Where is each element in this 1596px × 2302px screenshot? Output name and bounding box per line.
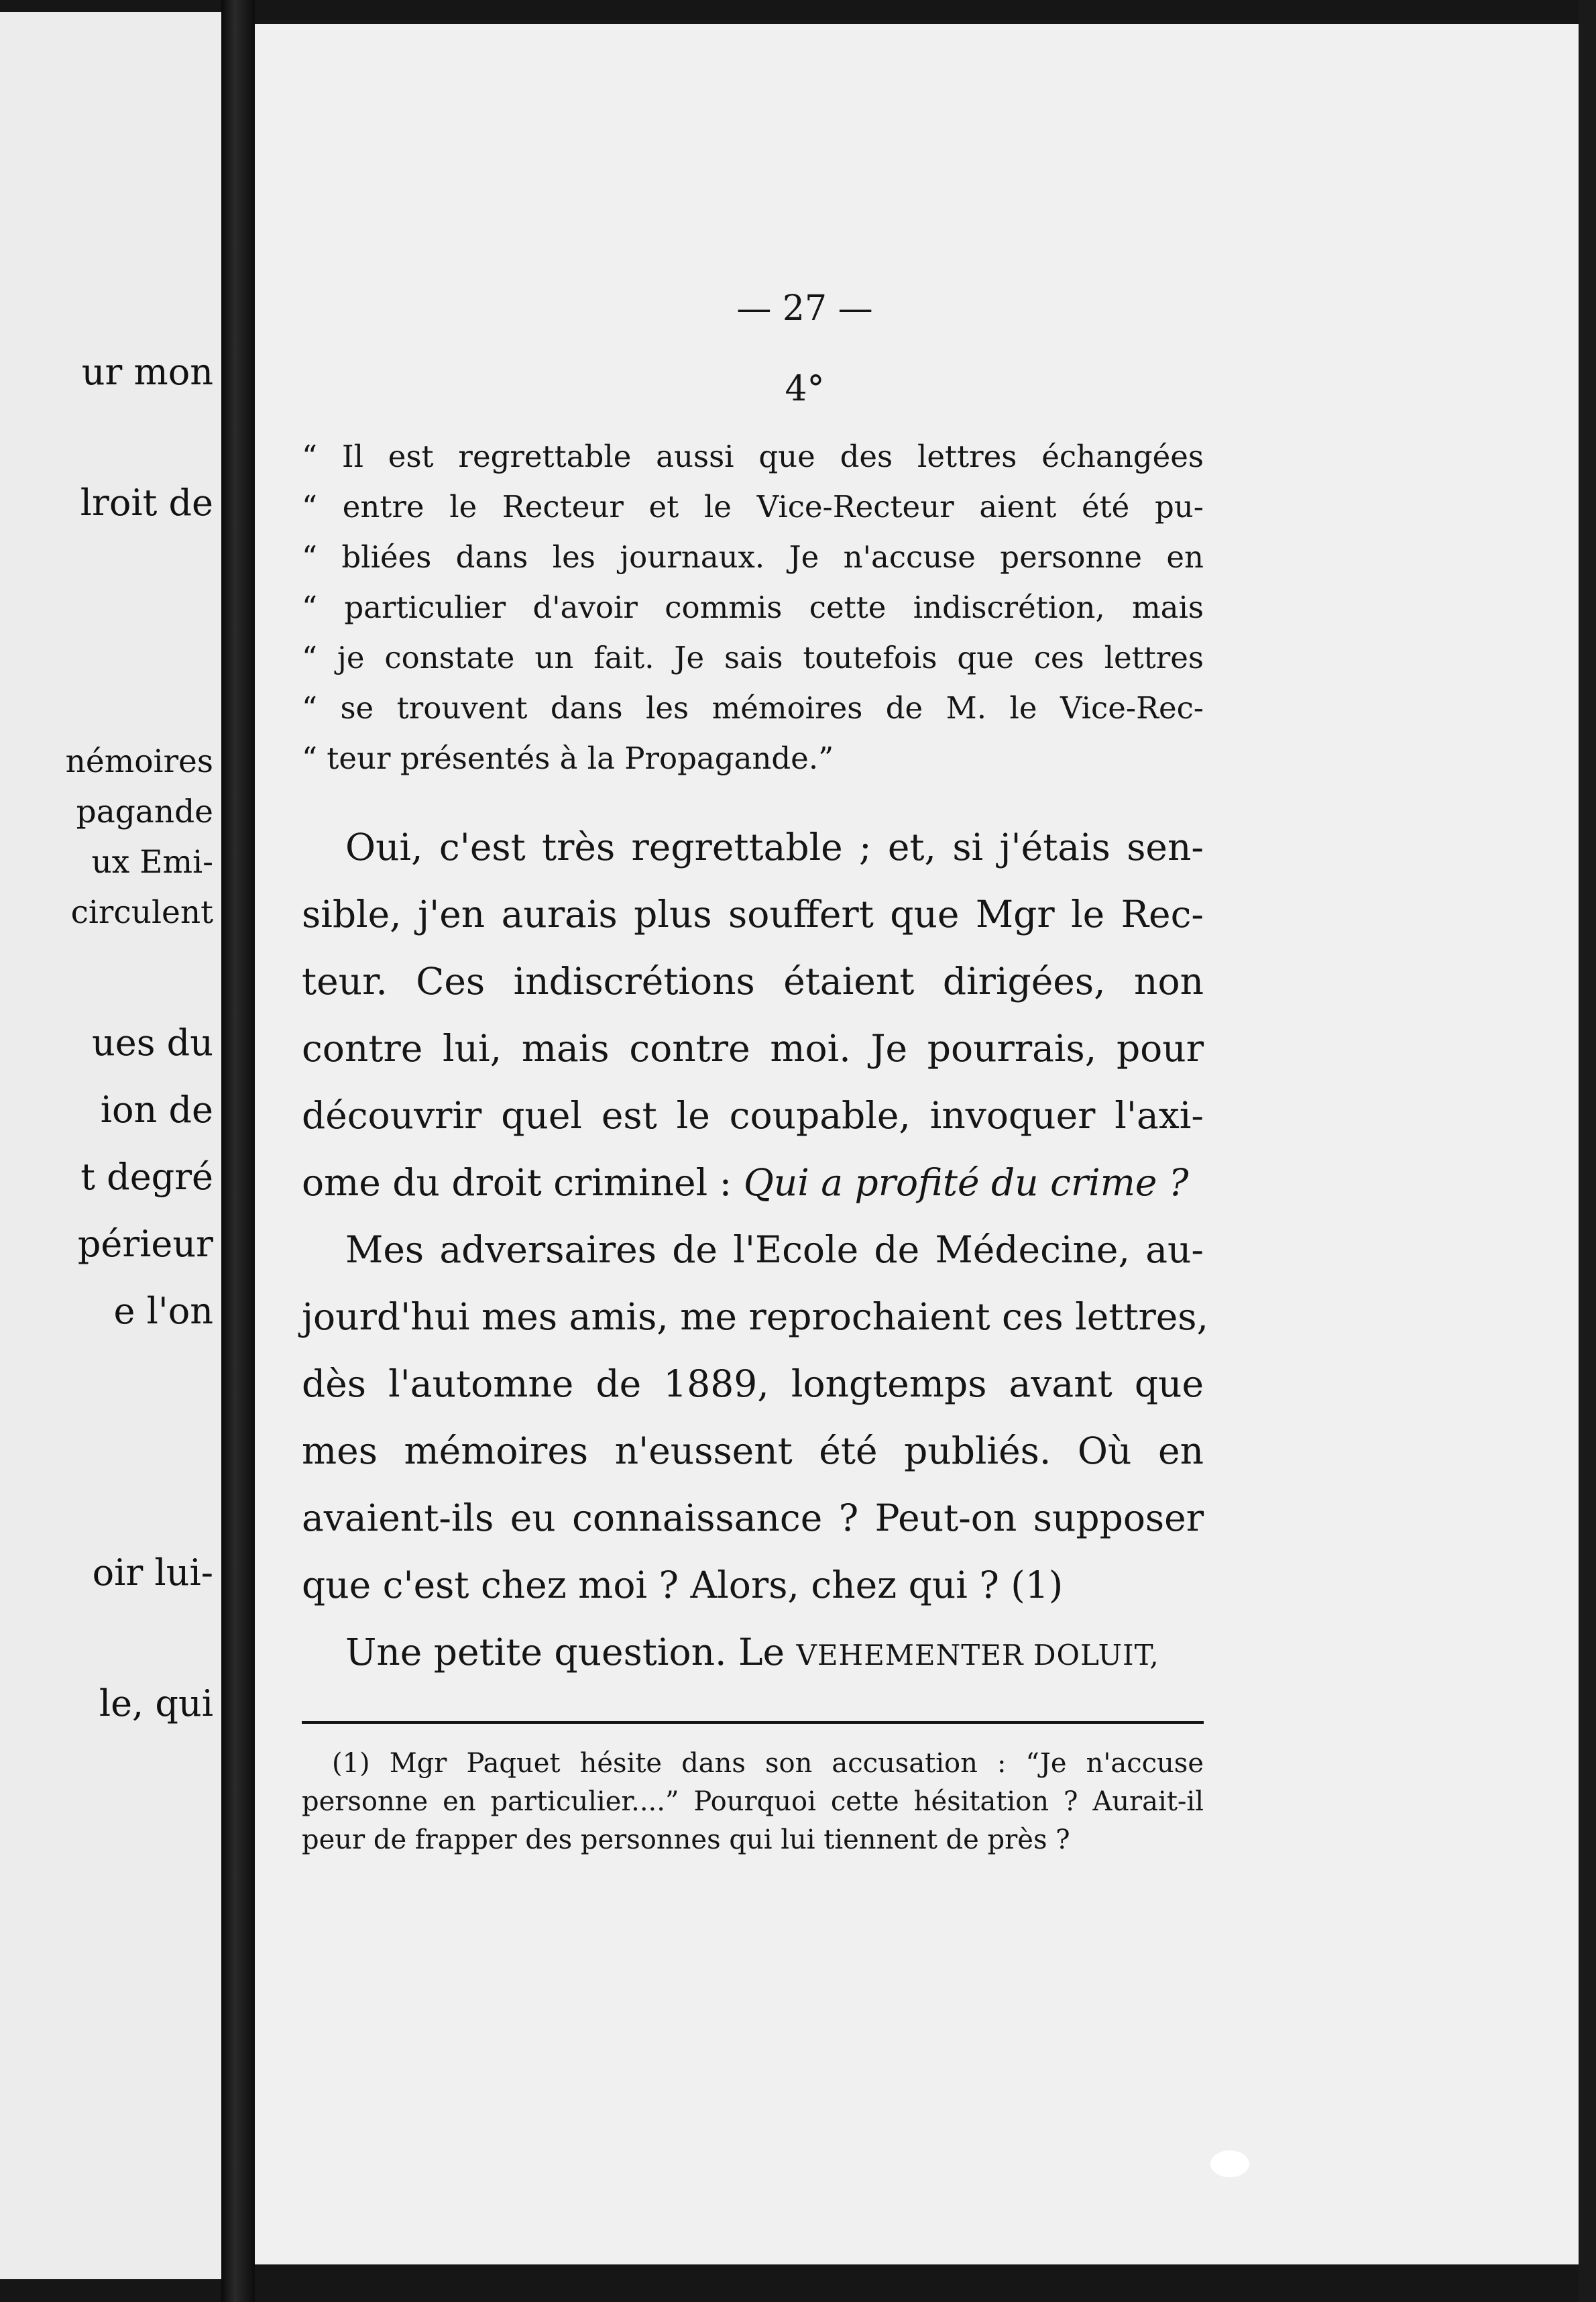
book-spine-shadow (221, 0, 255, 2302)
footnote-line: personne en particulier....” Pourquoi cette hésitation ? Aurait-il (302, 1786, 1204, 1817)
left-line: le, qui (99, 1682, 213, 1724)
quote-line: “ je constate un fait. Je sais toutefois que ces lettres (302, 640, 1204, 675)
body-line: découvrir quel est le coupable, invoquer l'axi- (302, 1094, 1204, 1137)
body-line: dès l'automne de 1889, longtemps avant que (302, 1362, 1204, 1405)
left-line: ues du (92, 1022, 213, 1064)
left-line: circulent (70, 894, 213, 931)
body-line: mes mémoires n'eussent été publiés. Où en (302, 1429, 1204, 1472)
scan-edge (1579, 0, 1596, 2302)
body-line: jourd'hui mes amis, me reprochaient ces lettres, (302, 1295, 1209, 1338)
body-line: avaient-ils eu connaissance ? Peut-on supposer (302, 1496, 1204, 1539)
quote-line: “ entre le Recteur et le Vice-Recteur aient été pu- (302, 489, 1204, 525)
quote-line: “ particulier d'avoir commis cette indiscrétion, mais (302, 590, 1204, 625)
paper-blemish (1210, 2150, 1249, 2177)
quote-line: “ bliées dans les journaux. Je n'accuse personne en (302, 539, 1204, 575)
quote-line: “ Il est regrettable aussi que des lettres échangées (302, 439, 1204, 474)
body-line: teur. Ces indiscrétions étaient dirigées, non (302, 960, 1204, 1003)
left-line: ux Emi- (91, 844, 213, 881)
left-line: e l'on (113, 1290, 213, 1332)
body-line: sible, j'en aurais plus souffert que Mgr le Rec- (302, 893, 1204, 936)
footnote-line: (1) Mgr Paquet hésite dans son accusation : “Je n'accuse (332, 1748, 1204, 1779)
body-line (345, 1631, 1204, 1674)
body-text: ome du droit criminel : (302, 1161, 744, 1204)
main-page (255, 24, 1596, 2264)
left-line: ur mon (81, 351, 213, 393)
left-line: ion de (100, 1089, 213, 1131)
body-line (302, 1161, 1204, 1204)
body-line: que c'est chez moi ? Alors, chez qui ? (1) (302, 1564, 1064, 1606)
section-number: 4° (785, 369, 825, 409)
page-number: — 27 — (736, 288, 873, 329)
body-line: Oui, c'est très regrettable ; et, si j'étais sen- (345, 826, 1204, 869)
smallcaps-text: VEHEMENTER DOLUIT, (796, 1639, 1159, 1671)
body-line: contre lui, mais contre moi. Je pourrais, pour (302, 1027, 1204, 1070)
left-line: oir lui- (92, 1551, 213, 1594)
left-line: némoires (65, 743, 213, 780)
left-line: périeur (77, 1223, 213, 1265)
left-page-fragment (0, 12, 221, 2279)
body-line: Mes adversaires de l'Ecole de Médecine, au- (345, 1228, 1204, 1271)
left-line: pagande (76, 793, 213, 830)
footnote-rule (302, 1721, 1204, 1724)
footnote-line: peur de frapper des personnes qui lui tiennent de près ? (302, 1824, 1070, 1855)
italic-quote: Qui a profité du crime ? (743, 1161, 1189, 1204)
body-text: Une petite question. Le (345, 1631, 797, 1674)
quote-line: “ se trouvent dans les mémoires de M. le Vice-Rec- (302, 690, 1204, 726)
left-line: t degré (80, 1156, 213, 1198)
quote-line: “ teur présentés à la Propagande.” (302, 741, 834, 776)
left-line: lroit de (80, 482, 213, 524)
